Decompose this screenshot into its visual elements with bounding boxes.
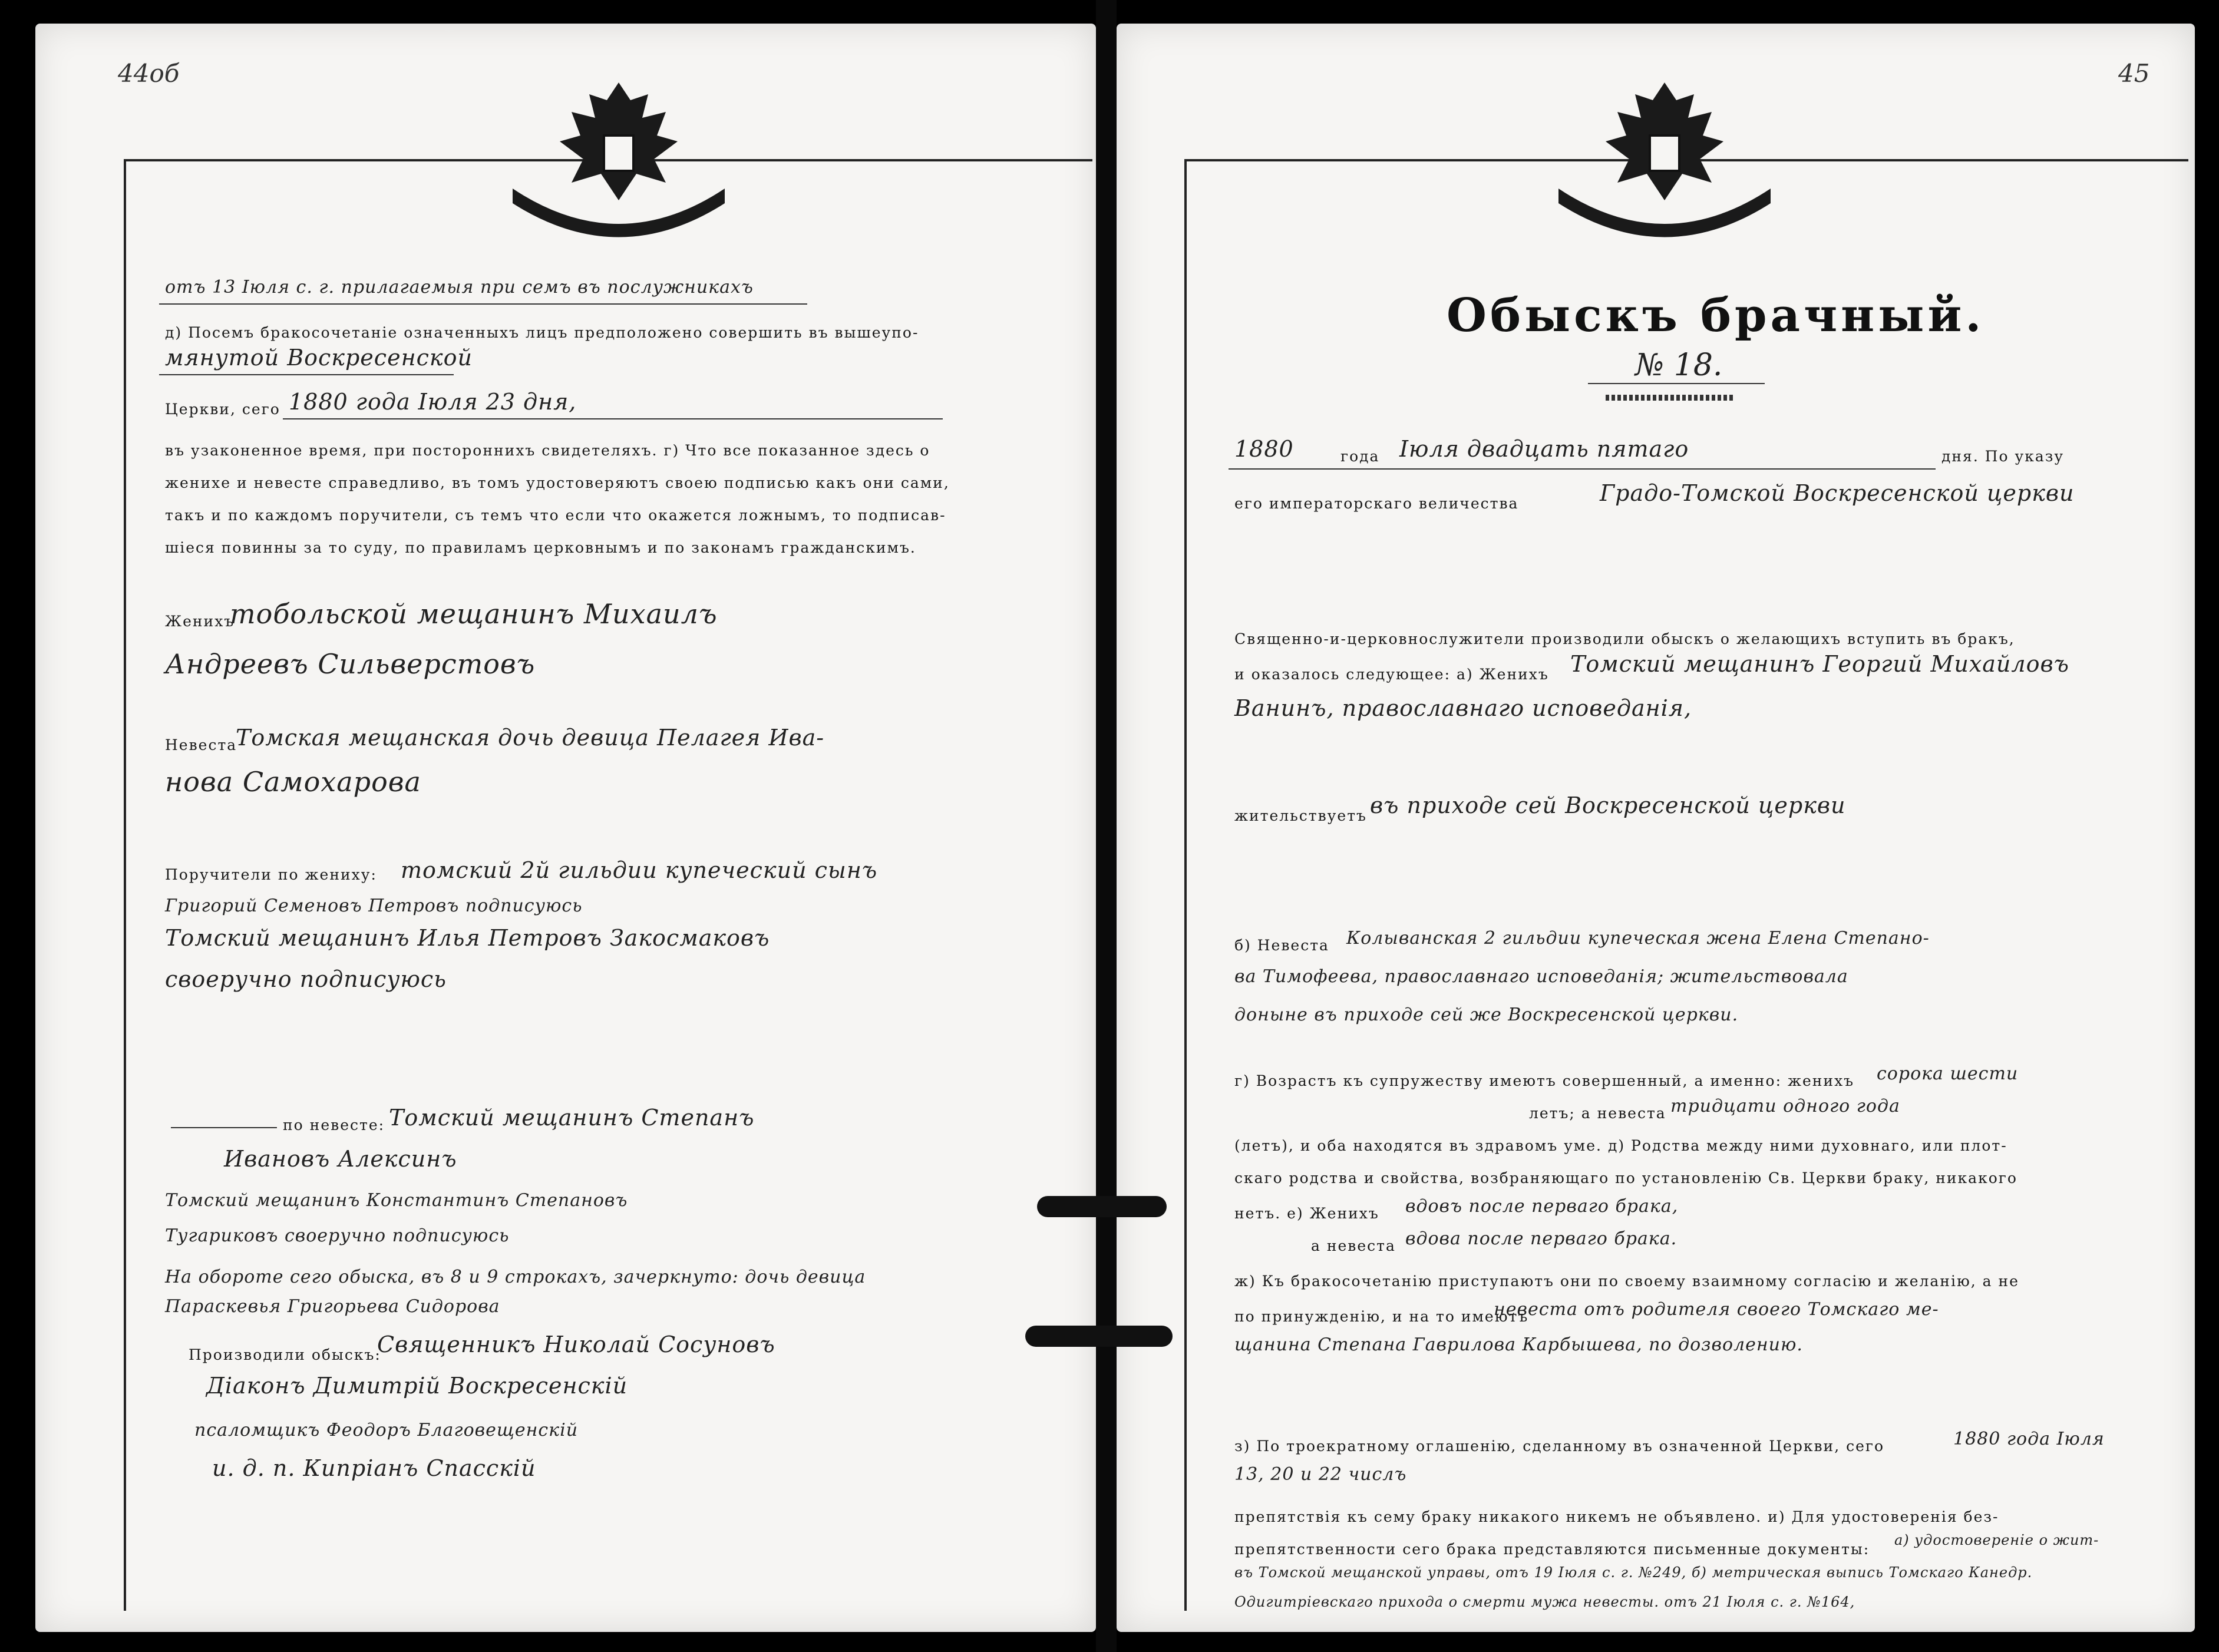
groom-label: Женихъ	[165, 613, 235, 630]
bride-guarantor-hand-1: Томский мещанинъ Степанъ	[389, 1105, 755, 1131]
documents-label: препятственности сего брака представляются письменные документы:	[1234, 1541, 1870, 1558]
bride-handwritten-2: нова Самохарова	[165, 766, 421, 798]
bride-guarantors-label: по невесте:	[283, 1116, 385, 1134]
bride-marital-handwritten: вдова после перваго брака.	[1405, 1228, 1678, 1249]
psalmist-signature: псаломщикъ Феодоръ Благовещенскiй	[194, 1420, 579, 1440]
binding-tie-upper	[1037, 1196, 1167, 1217]
left-page-number: 44об	[118, 59, 180, 88]
majesty-label: его императорскаго величества	[1234, 495, 1519, 512]
marriage-date-handwritten: 1880 года Iюля 23 дня,	[289, 389, 577, 415]
correction-note-2: Параскевья Григорьева Сидорова	[165, 1296, 500, 1317]
groom-guarantor-hand-2: Григорий Семеновъ Петровъ подписуюсь	[165, 896, 583, 916]
marriage-planned-text: д) Посемъ бракосочетанiе означенныхъ лицъ предположено совершить въ вышеупо-	[165, 324, 919, 341]
bride-guarantor-hand-4: Тугариковъ своеручно подписуюсь	[165, 1225, 510, 1246]
right-page-number: 45	[2118, 59, 2150, 88]
bride-label: Невеста	[165, 736, 237, 754]
groom-handwritten-1: Томский мещанинъ Георгий Михайловъ	[1570, 651, 2069, 677]
groom-guarantor-hand-4: своеручно подписуюсь	[165, 966, 447, 992]
banns-date-handwritten: 1880 года Iюля	[1953, 1429, 2105, 1449]
ornament-divider	[1606, 395, 1735, 401]
bride-age-label: летъ; а невеста	[1529, 1105, 1666, 1122]
consent-handwritten-1: невеста отъ родителя своего Томскаго ме-	[1494, 1299, 1939, 1320]
consent-label: по принужденiю, и на то имеютъ	[1234, 1308, 1529, 1325]
imperial-eagle-emblem-left	[495, 71, 742, 247]
consent-text: ж) Къ бракосочетанiю приступаютъ они по своему взаимному согласiю и желанiю, а не	[1234, 1273, 2019, 1290]
banns-label: з) По троекратному оглашенiю, сделанному въ означенной Церкви, сего	[1234, 1438, 1885, 1455]
found-label: и оказалось следующее: а) Женихъ	[1234, 666, 1549, 683]
prefix-text: отъ 13 Iюля с. г. прилагаемыя при семъ въ послужникахъ	[165, 277, 754, 298]
bride-label: б) Невеста	[1234, 937, 1329, 954]
banns-days-handwritten: 13, 20 и 22 числъ	[1234, 1464, 1407, 1485]
day-label: дня. По указу	[1941, 448, 2065, 465]
documents-handwritten-3: Одигитрiевскаго прихода о смерти мужа невесты. отъ 21 Iюля с. г. №164,	[1234, 1594, 1855, 1610]
groom-guarantor-hand-1: томский 2й гильдии купеческий сынъ	[401, 857, 878, 883]
groom-handwritten-1: тобольской мещанинъ Михаилъ	[230, 598, 718, 630]
legal-text-3: такъ и по каждомъ поручители, съ темъ что если что окажется ложнымъ, то подписав-	[165, 507, 946, 524]
residence-label: жительствуетъ	[1234, 807, 1367, 824]
legal-text-1: въ узаконенное время, при постороннихъ свидетеляхъ. г) Что все показанное здесь о	[165, 442, 930, 459]
kinship-text-2: скаго родства и свойства, возбраняющаго по установленiю Св. Церкви браку, никакого	[1234, 1169, 2017, 1187]
documents-handwritten-1: а) удостоверенiе о жит-	[1894, 1532, 2099, 1548]
book-gutter	[1096, 0, 1117, 1652]
underline	[159, 374, 454, 375]
kinship-text-1: (летъ), и оба находятся въ здравомъ уме. д) Родства между ними духовнаго, или плот-	[1234, 1137, 2007, 1154]
binding-tie-lower	[1025, 1326, 1173, 1347]
age-label: г) Возрастъ къ супружеству имеютъ совершенный, а именно: женихъ	[1234, 1072, 1855, 1089]
church-handwritten: Градо-Томской Воскресенской церкви	[1600, 480, 2075, 506]
deacon-signature: Дiаконъ Димитрiй Воскресенскiй	[206, 1373, 628, 1399]
residence-handwritten: въ приходе сей Воскресенской церкви	[1370, 792, 1846, 818]
bride-handwritten-2: ва Тимофеева, православнаго исповеданiя; жительствовала	[1234, 966, 1848, 987]
documents-handwritten-2: въ Томской мещанской управы, отъ 19 Iюля с. г. №249, б) метрическая выпись Томскаго Канедр.	[1234, 1564, 2033, 1581]
correction-note-1: На обороте сего обыска, въ 8 и 9 строкахъ, зачеркнуто: дочь девица	[165, 1267, 866, 1287]
bride-handwritten-3: доныне въ приходе сей же Воскресенской церкви.	[1234, 1005, 1739, 1025]
bride-handwritten-1: Томская мещанская дочь девица Пелагея Ива-	[236, 725, 825, 751]
groom-handwritten-2: Андреевъ Сильверстовъ	[165, 648, 536, 680]
underline	[283, 418, 943, 419]
bride-marital-label: а невеста	[1311, 1237, 1396, 1254]
church-label: Церкви, сего	[165, 401, 280, 418]
year-label: года	[1340, 448, 1380, 465]
right-page	[1117, 24, 2195, 1632]
imperial-eagle-emblem-right	[1541, 71, 1788, 247]
number-underline	[1588, 383, 1765, 384]
left-page	[35, 24, 1096, 1632]
year-handwritten: 1880	[1234, 436, 1294, 462]
dash-line	[171, 1127, 277, 1128]
groom-age-handwritten: сорока шести	[1877, 1063, 2019, 1084]
clergy-text: Священно-и-церковнослужители производили обыскъ о желающихъ вступить въ бракъ,	[1234, 630, 2015, 647]
groom-marital-handwritten: вдовъ после перваго брака,	[1405, 1196, 1679, 1217]
bride-age-handwritten: тридцати одного года	[1670, 1096, 1900, 1116]
day-handwritten: Iюля двадцать пятаго	[1399, 436, 1689, 462]
consent-handwritten-2: щанина Степана Гаврилова Карбышева, по дозволению.	[1234, 1334, 1803, 1355]
church-name-handwritten: мянутой Воскресенской	[165, 345, 473, 371]
record-number: № 18.	[1635, 348, 1723, 383]
bride-guarantor-hand-2: Ивановъ Алексинъ	[224, 1146, 457, 1172]
search-conducted-label: Производили обыскъ:	[189, 1346, 381, 1363]
impediment-text: препятствiя къ сему браку никакого никемъ не объявлено. и) Для удостоверенiя без-	[1234, 1508, 1999, 1525]
legal-text-2: женихе и невесте справедливо, въ томъ удостоверяютъ своею подписью какъ они сами,	[165, 474, 950, 491]
bride-guarantor-hand-3: Томский мещанинъ Константинъ Степановъ	[165, 1190, 628, 1211]
marital-label: нетъ. е) Женихъ	[1234, 1205, 1379, 1222]
document-title: Обыскъ брачный.	[1447, 289, 1985, 342]
priest-signature: Священникъ Николай Сосуновъ	[377, 1331, 775, 1357]
groom-guarantors-label: Поручители по жениху:	[165, 866, 377, 883]
underline	[159, 303, 807, 305]
groom-handwritten-2: Ванинъ, православнаго исповеданiя,	[1234, 695, 1692, 721]
groom-guarantor-hand-3: Томский мещанинъ Илья Петровъ Закосмаковъ	[165, 925, 770, 951]
bride-handwritten-1: Колыванская 2 гильдии купеческая жена Елена Степано-	[1346, 928, 1930, 949]
underline	[1229, 468, 1936, 470]
legal-text-4: шiеся повинны за то суду, по правиламъ церковнымъ и по законамъ гражданскимъ.	[165, 539, 916, 556]
acting-psalmist-signature: и. д. п. Кипрiанъ Спасскiй	[212, 1455, 536, 1481]
